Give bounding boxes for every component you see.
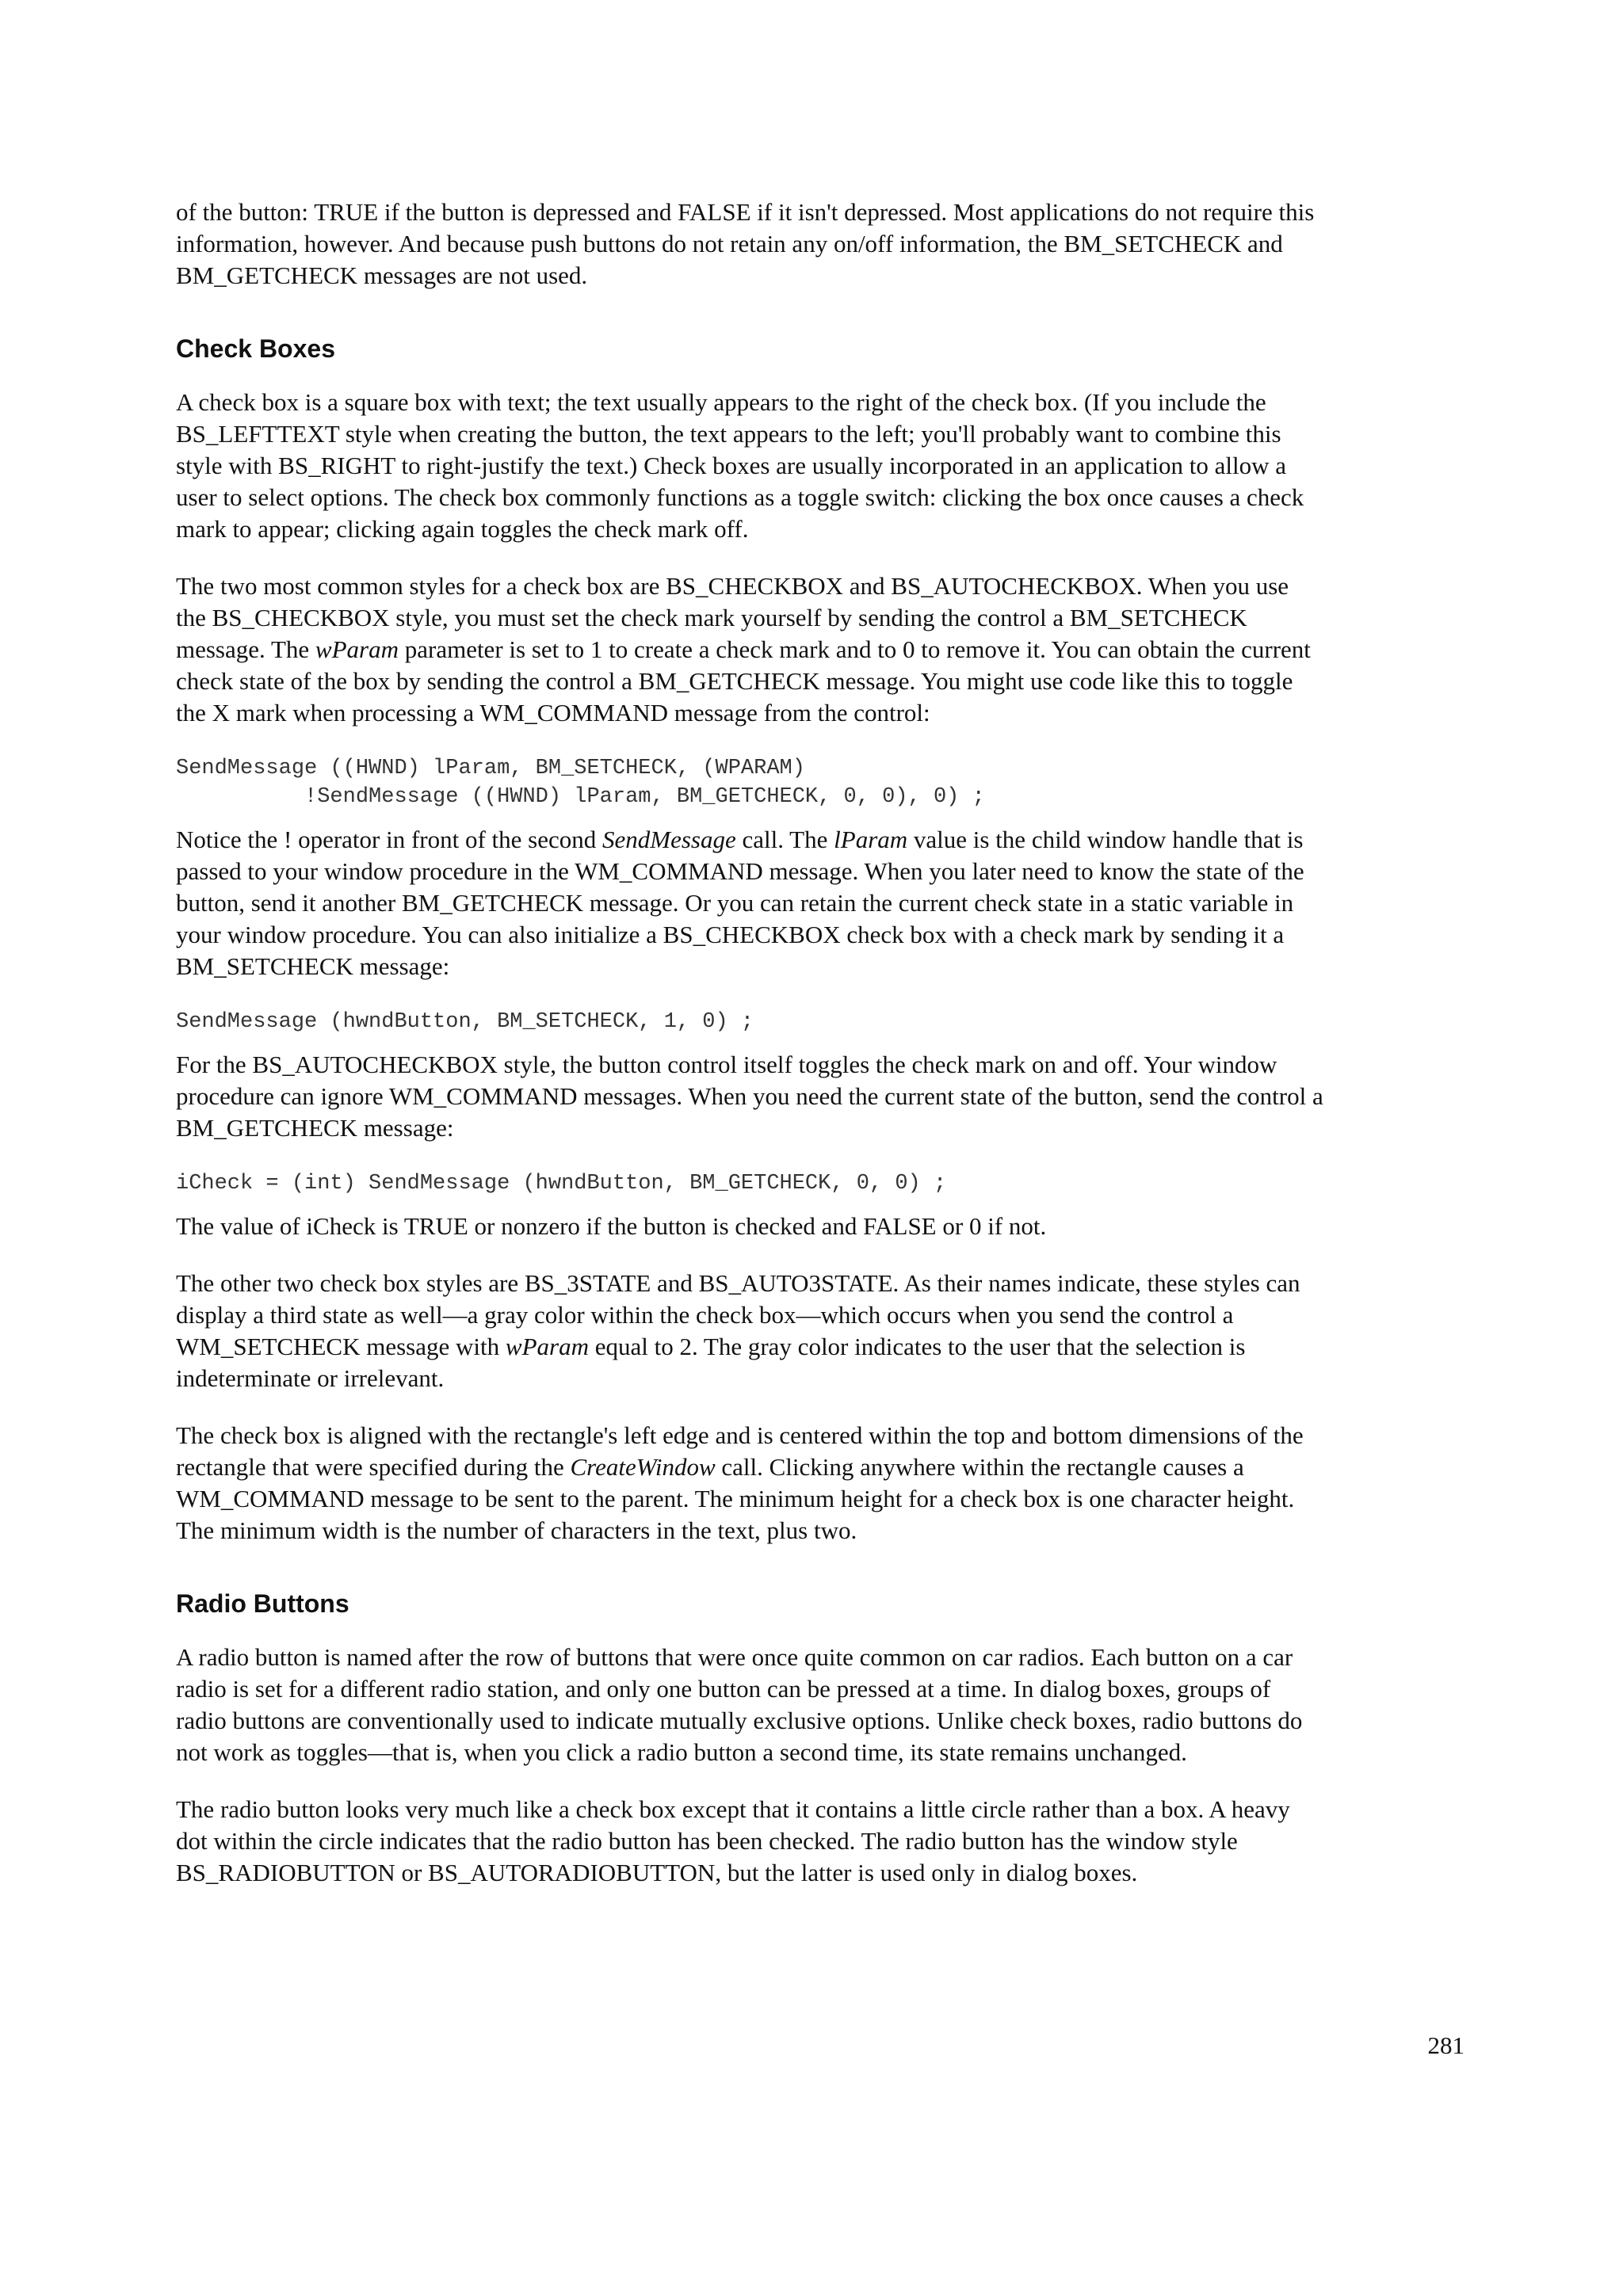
code-block-set-check: SendMessage (hwndButton, BM_SETCHECK, 1, 0) ; [176,1010,754,1034]
text-run: parameter is set to 1 to create a check mark and to 0 to remove it. You can obtain the current check state of the box by sending the control a BM_GETCHECK message. You might use code like this to toggle the X mark when processing a WM_COMMAND message from the control: [176,635,1311,727]
paragraph-button-state: of the button: TRUE if the button is depressed and FALSE if it isn't depressed. Most applications do not require this information, however. And because push buttons do not retain any on/off information, the BM_SETCHECK and BM_GETCHECK messages are not used. [176,198,1315,289]
italic-term-wparam: wParam [315,635,399,663]
paragraph-three-state [176,1268,1465,1394]
text-run: value is the child window handle that is passed to your window procedure in the WM_COMMAND message. When you later need to know the state of the button, send it another BM_GETCHECK message. Or you can retain the current check state in a static variable in your window procedure. You can also initialize a BS_CHECKBOX check box with a check mark by sending it a BM_SETCHECK message: [176,826,1304,980]
paragraph-check-box-intro: A check box is a square box with text; the text usually appears to the right of the check box. (If you include the BS_LEFTTEXT style when creating the button, the text appears to the left; you'll probably want to combine this style with BS_RIGHT to right-justify the text.) Check boxes are usually incorporated in an application to allow a user to select options. The check box commonly functions as a toggle switch: clicking the box once causes a check mark to appear; clicking again toggles the check mark off. [176,388,1304,543]
text-run: call. Clicking anywhere within the rectangle causes a WM_COMMAND message to be sent to the parent. The minimum height for a check box is one character height. The minimum width is the number of characters in the text, plus two. [176,1453,1295,1544]
italic-term-createwindow: CreateWindow [570,1453,716,1481]
text-run: Notice the ! operator in front of the second [176,826,603,853]
text-run: The two most common styles for a check box are BS_CHECKBOX and BS_AUTOCHECKBOX. When you use the BS_CHECKBOX style, you must set the check mark yourself by sending the control a BM_SETCHECK message. The [176,572,1289,663]
paragraph-radio-intro: A radio button is named after the row of buttons that were once quite common on car radios. Each button on a car radio is set for a different radio station, and only one button can be pressed at a time. In dialog boxes, groups of radio buttons are conventionally used to indicate mutually exclusive options. Unlike check boxes, radio buttons do not work as toggles—that is, when you click a radio button a second time, its state remains unchanged. [176,1643,1303,1766]
paragraph-check-box-styles [176,570,1465,729]
paragraph-autocheckbox: For the BS_AUTOCHECKBOX style, the button control itself toggles the check mark on and off. Your window procedure can ignore WM_COMMAND messages. When you need the current state of the button, send the control a BM_GETCHECK message: [176,1051,1323,1142]
text-run: equal to 2. The gray color indicates to the user that the selection is indeterminate or irrelevant. [176,1333,1246,1392]
paragraph-radio-appearance: The radio button looks very much like a check box except that it contains a little circle rather than a box. A heavy dot within the circle indicates that the radio button has been checked. The radio button has the window style BS_RADIOBUTTON or BS_AUTORADIOBUTTON, but the latter is used only in dialog boxes. [176,1795,1290,1886]
code-block-toggle-check: SendMessage ((HWND) lParam, BM_SETCHECK, (WPARAM) !SendMessage ((HWND) lParam, BM_GETCHECK, 0, 0), 0) ; [176,757,985,809]
paragraph-alignment [176,1420,1465,1547]
section-heading-radio-buttons: Radio Buttons [176,1589,349,1618]
text-run: The check box is aligned with the rectangle's left edge and is centered within the top and bottom dimensions of the rectangle that were specified during the [176,1421,1304,1481]
paragraph-not-operator [176,824,1465,982]
italic-term-sendmessage: SendMessage [602,826,736,853]
document-body [176,196,1465,1914]
text-run: call. The [735,826,834,853]
text-run: The other two check box styles are BS_3STATE and BS_AUTO3STATE. As their names indicate, these styles can display a third state as well—a gray color within the check box—which occurs when you send the control a WM_SETCHECK message with [176,1269,1300,1360]
italic-term-lparam: lParam [834,826,908,853]
italic-term-wparam: wParam [505,1333,589,1360]
section-heading-check-boxes: Check Boxes [176,334,335,363]
paragraph-icheck-value: The value of iCheck is TRUE or nonzero if the button is checked and FALSE or 0 if not. [176,1212,1047,1240]
page-number: 281 [1427,2031,1465,2059]
code-block-get-check: iCheck = (int) SendMessage (hwndButton, BM_GETCHECK, 0, 0) ; [176,1172,947,1196]
